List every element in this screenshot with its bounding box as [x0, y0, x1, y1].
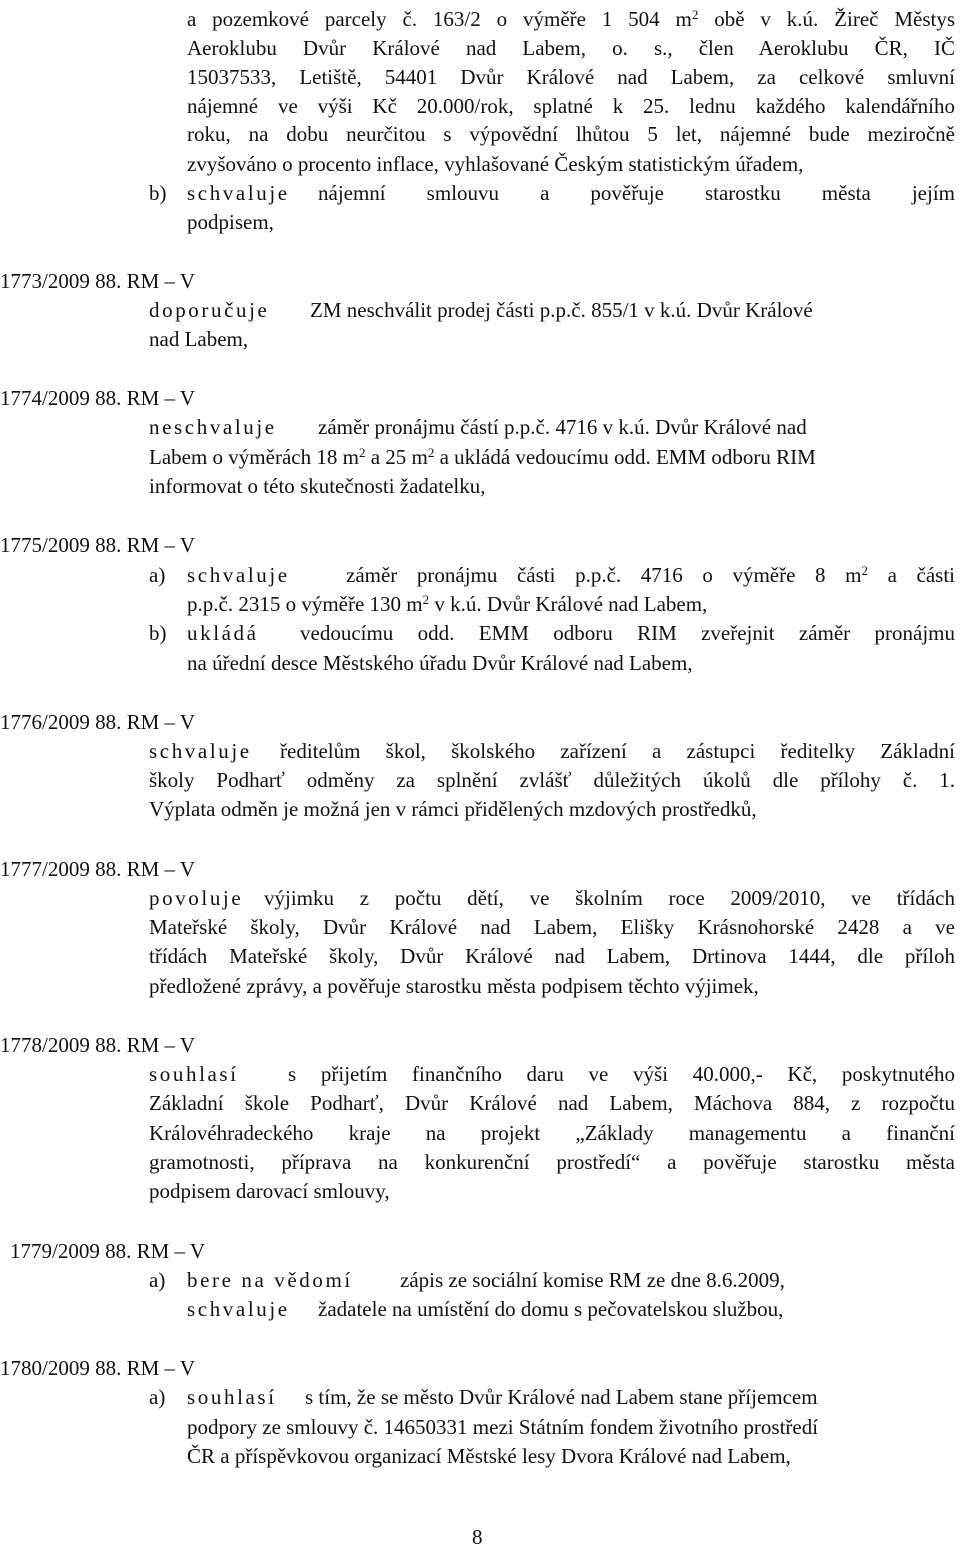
- resolution-number: 1779/2009 88. RM – V: [10, 1239, 206, 1263]
- text-line: p.p.č. 2315 o výměře 130 $m^2$ v k.ú. Dvůr Králové nad Labem,: [187, 592, 708, 616]
- resolution-verb: schvaluje: [187, 1297, 290, 1321]
- text-line: na úřední desce Městského úřadu Dvůr Králové nad Labem,: [187, 651, 693, 675]
- text-line: záměr pronájmu části p.p.č. 4716 o výměře 8 $m^2$ a části: [346, 563, 955, 587]
- text-line: předložené zprávy, a pověřuje starostku města podpisem těchto výjimek,: [149, 974, 759, 998]
- resolution-number: 1776/2009 88. RM – V: [0, 710, 196, 734]
- list-marker: b): [149, 181, 167, 205]
- text-line: informovat o této skutečnosti žadatelku,: [149, 474, 486, 498]
- resolution-verb: souhlasí: [149, 1062, 239, 1086]
- resolution-number: 1774/2009 88. RM – V: [0, 386, 196, 410]
- text-line: podpisem darovací smlouvy,: [149, 1179, 390, 1203]
- resolution-verb: neschvaluje: [149, 415, 277, 439]
- text-line: ZM neschválit prodej části p.p.č. 855/1 v k.ú. Dvůr Králové: [310, 298, 813, 322]
- text-line: podpisem,: [187, 210, 274, 234]
- text-line: třídách Mateřské školy, Dvůr Králové nad Labem, Drtinova 1444, dle příloh: [149, 944, 955, 968]
- list-marker: b): [149, 621, 167, 645]
- text-line: školy Podharť odměny za splnění zvlášť důležitých úkolů dle přílohy č. 1.: [149, 768, 955, 792]
- resolution-verb: schvaluje: [187, 181, 290, 205]
- text-line: Mateřské školy, Dvůr Králové nad Labem, Elišky Krásnohorské 2428 a ve: [149, 915, 955, 939]
- text-line: zápis ze sociální komise RM ze dne 8.6.2009,: [400, 1268, 785, 1292]
- resolution-number: 1780/2009 88. RM – V: [0, 1356, 196, 1380]
- text-line: záměr pronájmu částí p.p.č. 4716 v k.ú. Dvůr Králové nad: [318, 415, 807, 439]
- text-line: Královéhradeckého kraje na projekt „Základy managementu a finanční: [149, 1121, 955, 1145]
- resolution-verb: souhlasí: [187, 1385, 277, 1409]
- resolution-verb: doporučuje: [149, 298, 270, 322]
- list-marker: a): [149, 1385, 166, 1409]
- list-marker: a): [149, 563, 166, 587]
- text-line: 15037533, Letiště, 54401 Dvůr Králové nad Labem, za celkové smluvní: [187, 65, 955, 89]
- text-line: Výplata odměn je možná jen v rámci přidělených mzdových prostředků,: [149, 797, 757, 821]
- text-line: s tím, že se město Dvůr Králové nad Labem stane příjemcem: [305, 1385, 818, 1409]
- text-line: nad Labem,: [149, 327, 249, 351]
- text-line: vedoucímu odd. EMM odboru RIM zveřejnit záměr pronájmu: [300, 621, 955, 645]
- text-line: roku, na dobu neurčitou s výpovědní lhůtou 5 let, nájemné bude meziročně: [187, 122, 955, 146]
- resolution-verb: schvaluje: [187, 563, 290, 587]
- text-line: Základní škole Podharť, Dvůr Králové nad Labem, Máchova 884, z rozpočtu: [149, 1091, 955, 1115]
- resolution-number: 1778/2009 88. RM – V: [0, 1033, 196, 1057]
- list-marker: a): [149, 1268, 166, 1292]
- resolution-verb: bere na vědomí: [187, 1268, 353, 1292]
- resolution-number: 1777/2009 88. RM – V: [0, 857, 196, 881]
- text-line: Labem o výměrách 18 $m^2$ a 25 $m^2$ a ukládá vedoucímu odd. EMM odboru RIM: [149, 445, 816, 469]
- text-line: Aeroklubu Dvůr Králové nad Labem, o. s., člen Aeroklubu ČR, IČ: [187, 36, 955, 60]
- page-number: 8: [472, 1525, 483, 1549]
- resolution-verb: schvaluje: [149, 739, 252, 763]
- text-line: ČR a příspěvkovou organizací Městské lesy Dvora Králové nad Labem,: [187, 1444, 791, 1468]
- text-line: gramotnosti, příprava na konkurenční prostředí“ a pověřuje starostku města: [149, 1150, 955, 1174]
- text-line: zvyšováno o procento inflace, vyhlašované Českým statistickým úřadem,: [187, 152, 804, 176]
- resolution-verb: ukládá: [187, 621, 259, 645]
- text-line: a pozemkové parcely č. 163/2 o výměře 1 504 $m^2$ obě v k.ú. Žireč Městys: [187, 7, 955, 31]
- text-line: s přijetím finančního daru ve výši 40.000,- Kč, poskytnutého: [288, 1062, 955, 1086]
- text-line: nájemní smlouvu a pověřuje starostku města jejím: [318, 181, 955, 205]
- resolution-number: 1773/2009 88. RM – V: [0, 269, 196, 293]
- text-line: podpory ze smlouvy č. 14650331 mezi Státním fondem životního prostředí: [187, 1415, 819, 1439]
- text-line: výjimku z počtu dětí, ve školním roce 2009/2010, ve třídách: [264, 886, 955, 910]
- resolution-verb: povoluje: [149, 886, 244, 910]
- resolution-number: 1775/2009 88. RM – V: [0, 533, 196, 557]
- text-line: ředitelům škol, školského zařízení a zástupci ředitelky Základní: [280, 739, 955, 763]
- text-line: žadatele na umístění do domu s pečovatelskou službou,: [318, 1297, 784, 1321]
- text-line: nájemné ve výši Kč 20.000/rok, splatné k 25. lednu každého kalendářního: [187, 94, 955, 118]
